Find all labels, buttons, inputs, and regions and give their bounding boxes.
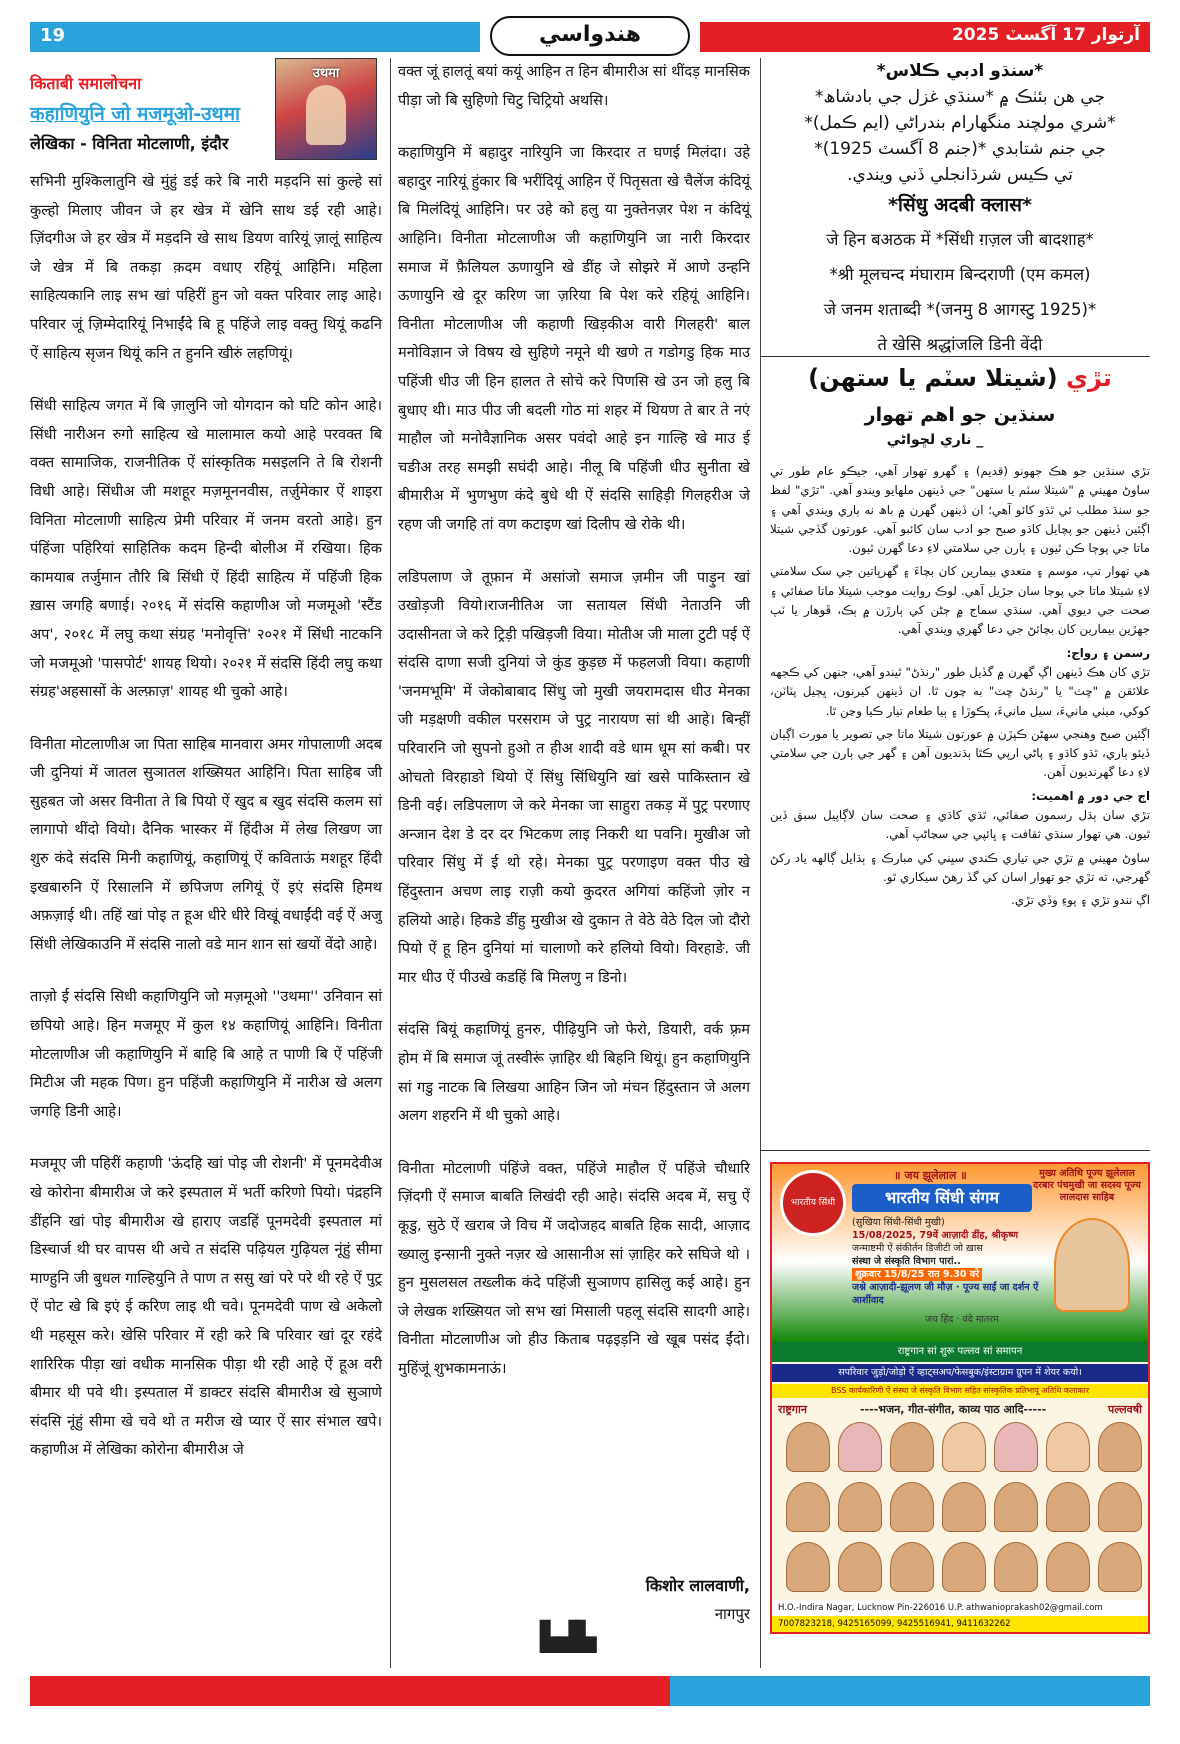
ad-event-line: (सुखिया सिंधी-सिंधी मुखी) bbox=[852, 1217, 945, 1228]
ad-event-line: जश्ने आज़ादी-झूलण जी मौज़ · पूज्य साईं जा दर्शन ऐं आर्शीवाद bbox=[852, 1282, 1039, 1306]
ad-side-label: पल्लवषी bbox=[1108, 1403, 1142, 1416]
paragraph: विनीता मोटलाणी पंहिंजे वक्त, पहिंजे माहौल ऐं पहिंजे चौधारि ज़िंदगी ऐं समाज बाबति लिखंदी रही आहे। संदसि अदब में, सचु ऐं कूडु, सुठे ऐं खराब जे विच में जदोजहद बाबति हिक सादी, आज़ाद ख्यालु इन्सानी नुक्ते नज़र खे आसानीअ सां ज़ाहिर करे सघिजे थो । हुन मुसलसल तख्लीक कंदे पहिंजी सुञाणप हासिलु कई आहे। हुन जे लेखक शख्सियत जो सभ खां मिसाली पहलू संदसि सादगी आहे। विनीता मोटलाणीअ जो हीउ किताब पढ़इड़नि खे खूब पसंद ईंदो। मुहिंजूं शुभकामनाऊं। bbox=[398, 1159, 750, 1377]
page-number: 19 bbox=[40, 25, 66, 46]
page-header bbox=[30, 22, 1150, 52]
column-divider bbox=[760, 58, 761, 1668]
ad-event-time: शुक्रवार 15/8/25 रात 9.30 वरे bbox=[852, 1268, 982, 1281]
ad-bar-green: राष्ट्रगान सां शुरू पल्लव सां समापन bbox=[772, 1342, 1148, 1362]
paragraph: اڳ نندو تڙي ۽ پوءِ وڏي تڙي. bbox=[1011, 893, 1150, 908]
paragraph: تڙي سان ٻڌل رسمون صفائي، ٿڌي کاڌي ۽ صحت سان لاڳاپيل سبق ڏين ٿيون. هي تهوار سنڌي ثقافت ۽ ڀائپي جي سڃاڻپ آهي. bbox=[770, 808, 1150, 842]
ad-flag-text: जय हिंद · वंदे मातरम bbox=[925, 1314, 999, 1325]
review-title: कहाणियुनि जो मजमूओ-उथमा bbox=[30, 103, 240, 125]
reviewer-signature: किशोर लालवाणी, bbox=[645, 1576, 750, 1595]
participant-photo bbox=[942, 1422, 986, 1472]
notice-line: *श्री मूलचन्द मंघाराम बिन्दराणी (एम कमल) bbox=[829, 265, 1091, 284]
end-ornament-icon: ▙▟▙ bbox=[540, 1620, 593, 1653]
teejri-title-main: تڙي bbox=[1065, 364, 1112, 392]
notice-line: جي هن بئٺڪ ۾ *سنڌي غزل جي بادشاھ* bbox=[815, 87, 1105, 107]
paragraph: सिंधी साहित्य जगत में बि ज़ालुनि जो योगदान को घटि कोन आहे। सिंधी नारीअन रुगो साहित्य खे मालामाल कयो आहे परवक्त बि वक्त सामाजिक, राजनीतिक ऐं सांस्कृतिक मसइलनि ते बि रोशनी विधी आहे। सिंधीअ जी मशहूर मज़मूननवीस, तर्ज़ुमेकार ऐं शाइरा विनिता मोटलाणी साहित्य प्रेमी परिवार में जनम वरतो आहे। हुन पंहिंजा पहिरियां साहितिक कदम हिन्दी बोलीअ में रखिया। हिक कामयाब तर्जुमान तौरि बि सिंधी ऐं हिंदी साहित्य में पहिंजी हिक ख़ास जगहि बणाई। २०१६ में संदसि कहाणीअ जो मजमूओ 'स्टैंड अप', २०१८ में लघु कथा संग्रह 'मनोवृत्ति' २०२१ में सिंधी नाटकनि जो मजमूओ 'पासपोर्ट' शायह थियो। २०२१ में संदसि हिंदी लघु कथा संग्रह'अहसासों के अल्फ़ाज़' शायह थी चुको आहे। bbox=[30, 397, 382, 701]
review-column-1 bbox=[30, 168, 382, 1489]
participant-photo bbox=[1098, 1422, 1142, 1472]
participant-photo bbox=[1046, 1542, 1090, 1592]
book-cover-title: उथमा bbox=[312, 66, 340, 81]
ad-event-line: संस्था जे संस्कृति विभाग पारां.. bbox=[852, 1256, 961, 1267]
paragraph: هي تهوار تپ، موسم ۽ متعدي بيمارين کان بچاءَ ۽ گهرڀاتين جي سک سلامتي لاءِ شيتلا ماتا جي پوڄا سان جڙيل آهي. لوڪ روايت موجب شيتلا ماتا صفائي ۽ صحت جي ديوي آهي. سنڌي سماج ۾ ڄڻن کي ٻارڙن ۾ ٻڪ، ڦوهار يا ٽپ جهڙين بيمارين کان بچائڻ جي دعا گهري ويندي آهي. bbox=[770, 564, 1150, 637]
footer-bar-blue bbox=[670, 1676, 1150, 1706]
ad-event-line: जन्माष्टमी ऐं संकीर्तन डिजीटी जो ख़ास bbox=[852, 1243, 983, 1254]
participant-photo bbox=[838, 1422, 882, 1472]
teejri-subtitle: سنڌين جو اهم تهوار bbox=[864, 404, 1056, 426]
cover-figure bbox=[306, 85, 346, 145]
notice-sindhi bbox=[770, 58, 1150, 188]
participant-photo bbox=[994, 1542, 1038, 1592]
notice-line: *شري مولچند منگھارام بندراڻي (ايم ڪمل)* bbox=[804, 113, 1116, 133]
notice-line: जे जनम शताब्दी *(जनमु 8 आगस्टु 1925)* bbox=[823, 300, 1097, 319]
paragraph: लडिपलाण जे तूफ़ान में असांजो समाज ज़मीन जी पाड़ुन खां उखोड़जी वियो।राजनीतिअ जा सतायल सिंधी नेताउनि जी उदासीनता जे करे ट्रिड़ी पखिड़जी विया। मोतीअ जी माला टुटी पई ऐं संदसि दाणा सजी दुनियां जे कुंड कुड़छ में फहलजी विया। कहाणी 'जनमभूमि' में जेकोबाबाद सिंधु जो मुखी जयरामदास धीउ मेनका जी मड़क्षणी वकील परसराम जे पुट्र नारायण सां थी आहे। बिन्हीं परिवारनि जो सुपनो हुओ त हीअ शादी वडे धाम धूम सां कबी। पर ओचतो विरहाङो थियो ऐं सिंधु सिंधियुनि खां खसे पाकिस्तान खे डिनी वई। लडिपलाण जे करे मेनका जा साहुरा तकड़ में पुट्र परणाए अन्जान देश डे दर दर भिटकण लाइ निकरी था पवनि। मुखीअ जो परिवार सिंधु में ई थो रहे। मेनका पुट्र परणाइण वक्त पीउ खे हिंदुस्तान अचण लाइ राज़ी कयो कुदरत अगियां कहिंजो ज़ोर न हलियो आहे। हिकडे डींहु मुखीअ खे दुकान ते वेठे वेठे दिल जो दौरो पियो ऐं हू हिन दुनियां मां चालाणो करे हलियो वियो। विरहाङे. जी मार धीउ ऐं पीउखे कडहिं बि मिलणु न डिनो। bbox=[398, 568, 750, 986]
participant-photo bbox=[1046, 1422, 1090, 1472]
participant-photo bbox=[994, 1422, 1038, 1472]
ad-event-details bbox=[852, 1216, 1052, 1307]
footer-bar-red bbox=[30, 1676, 670, 1706]
notice-line: تي ڪيس شرڌانجلي ڏني ويندي. bbox=[847, 165, 1073, 185]
section-category: किताबी समालोचना bbox=[30, 74, 142, 93]
header-bar-left bbox=[30, 22, 480, 52]
paragraph: विनीता मोटलाणीअ जा पिता साहिब मानवारा अमर गोपालाणी अदब जी दुनियां में जातल सुञातल शख्सियत आहिनि। पिता साहिब जी सुहबत जो असर विनीता ते बि पियो ऐं खुद ब खुद संदसि कलम सां लागापो थींदो वियो। दैनिक भास्कर में हिंदीअ में लेख लिखण जा शुरु कंदे संदसि मिनी कहाणियूं, कहाणियूं ऐं कविताऊं मशहूर हिंदी इखबारुनि ऐं रिसालनि में छपिजण लगियूं ऐं इएं संदसि हिमथ अफ़ज़ाई थी। तहिं खां पोइ त हूअ धीरे धीरे विखूं वधाईंदी वई ऐं अजु सिंधी लेखिकाउनि में संदसि नालो वडे मान शान सां खयों वेंदो आहे। bbox=[30, 735, 382, 953]
participant-photo bbox=[838, 1542, 882, 1592]
ad-address: H.O.-Indira Nagar, Lucknow Pin-226016 U.P. athwanioprakash02@gmail.com bbox=[772, 1600, 1148, 1616]
paragraph: वक्त जूं हालतूं बयां कयूं आहिन त हिन बीमारीअ सां थींदड़ मानसिक पीड़ा जो बि सुहिणो चिटु चिट्रियो अथसि। bbox=[398, 63, 750, 109]
paragraph: تڙي سنڌين جو هڪ جهونو (قديم) ۽ گهرو تهوار آهي، جيڪو عام طور تي ساوڻ مهيني ۾ "شيتلا سٽم يا ستهن" جي ڏينهن ملهايو ويندو آهي. "تڙي" لفظ جو سنڌ مطلب ئي ٿڌو کائو آهي؛ ان ڏينهن گهرن ۾ باھ نه ٻاري ويندي آهي ۽ اڳئين ڏينهن جو پچايل کاڌو صبح جو ادب سان کائبو آهي. عورتون گڏجي شيتلا ماتا جي پوڄا ڪن ٿيون ۽ ٻارن جي سلامتي لاءِ دعا گهرن ٿيون. bbox=[770, 464, 1150, 556]
teejri-body bbox=[770, 462, 1150, 915]
teejri-title-sub: (شيتلا سٽم يا ستهن) bbox=[808, 364, 1058, 392]
participant-photo bbox=[786, 1422, 830, 1472]
masthead: هندواسي bbox=[490, 16, 690, 56]
ad-genre-label: ----भजन, गीत-संगीत, काव्य पाठ आदि----- bbox=[860, 1403, 1047, 1416]
ad-event-line: 15/08/2025, 79वें आज़ादी डींह, श्रीकृष्ण bbox=[852, 1230, 1019, 1241]
ad-bar-yellow: BSS कार्यकारिणी ऐं संस्था जे संस्कृति विभाग सहित सांस्कृतिक प्रतिभायूं अतिथि कलाकार bbox=[772, 1384, 1148, 1398]
paragraph: कहाणियुनि में बहादुर नारियुनि जा किरदार त घणई मिलंदा। उहे बहादुर नारियूं हुंकार बि भरींदियूं आहिन ऐं पितृसता खे चैलेंज कंदियूं बि मिलंदियूं आहिनि। पर उहे को हलु या नुक्तेनज़र पेश न कंदियूं आहिनि। विनीता मोटलाणीअ जी कहाणियुनि जा नारी किरदार समाज में फ़ैलियल ऊणायुनि खे डींह जे सोझरे में आणे उन्हनि ऊणायुनि खे दूर करिण जा ज़रिया बि पेश करे रहियूं आहिनि। विनीता मोटलाणीअ जी कहाणी खिड़कीअ वारी गिलहरी' बाल मनोविज्ञान जे विषय खे सुहिणे नमूने थी खणे त गडोगडु हिक माउ पहिंजी धीउ जी हिन हालत ते सोचे करे पिणसि खे उन जो हलु बि बुधाए थी। माउ पीउ जी बदली गोठ मां शहर में थियण ते बार ते नएं माहौल जो मनोवैज्ञानिक असर पवंदो आहे इन गाल्हि खे माउ ई चङीअ तरह समझी सघंदी आहे। नीलू बि पहिंजी धीउ सुनीता खे बीमारीअ में भुणभुण कंदे बुधे थी ऐं संदसि साहिड़ी गिलहरीअ जे रहण जी जगहि तां वण कटाइण खां दिलीप खे रोके थी। bbox=[398, 144, 750, 533]
page-footer-bar bbox=[30, 1676, 1150, 1706]
participant-photo bbox=[786, 1542, 830, 1592]
notice-hindi bbox=[770, 222, 1150, 362]
column-divider bbox=[390, 58, 391, 1668]
subheading: اڄ جي دور ۾ اهميت: bbox=[1031, 788, 1150, 803]
paragraph: ताज़ो ई संदसि सिधी कहाणियुनि जो मज़मूओ ''उथमा'' उनिवान सां छपियो आहे। हिन मजमूए में कुल १४ कहाणियूं आहिनि। विनीता मोटलाणीअ जी कहाणियुनि में बाहि बि आहे त पाणी बि ऐं पहिंजी मिटीअ जी महक पिण। हुन पहिंजी कहाणियुनि में नारीअ खे अलग जगहि डिनी आहे। bbox=[30, 988, 382, 1120]
participant-photo bbox=[994, 1482, 1038, 1532]
notice-line: जे हिन बअठक में *सिंधी ग़ज़ल जी बादशाह* bbox=[826, 230, 1094, 249]
date-line: آرتوار 17 آگسٽ 2025 bbox=[951, 25, 1140, 45]
event-advertisement bbox=[770, 1162, 1150, 1634]
paragraph: تڙي کان هڪ ڏينهن اڳ گهرن ۾ گڏيل طور "رنڌڻ" ٿيندو آهي، جنهن کي ڪجهه علائقن ۾ "ڇٽ" يا "رنڌڻ ڇٽ" به چون ٿا. ان ڏينهن کيرنون، ڀڄيل پٽاٽن، کوکي، ميٺي مانيءَ، سيل مانيءَ، پڪوڙا ۽ ٻيا طعام تيار ڪيا وڃن ٿا. bbox=[770, 664, 1150, 718]
paragraph: सभिनी मुश्किलातुनि खे मुंहुं डई करे बि नारी मड़दनि सां कुल्हे सां कुल्हो मिलाए जीवन जे हर खेत्र में खेनि साथ डई रही आहे। ज़िंदगीअ जे हर खेत्र में मड़दनि खे साथ डियण वारियूं ज़ालूं साहित्य जे खेत्र में बि तकड़ा क़दम वधाए रहियूं आहिनि। महिला साहित्यकानि लाइ सभ खां पहिरीं हुन जो वक्त परिवार लाइ आहे। परिवार जूं ज़िम्मेदारियूं निभाईंदे बि हू पहिंजे लाइ वक्तु थियूं कढनि ऐं साहित्य सृजन थियूं कनि त हुननि खीरुं लहणियूं। bbox=[30, 173, 382, 362]
participant-photo bbox=[890, 1482, 934, 1532]
notice-line: جي جنم شتابدي *(جنم 8 آگسٽ 1925)* bbox=[814, 139, 1106, 159]
participant-photo bbox=[890, 1542, 934, 1592]
subheading: رسمن ۽ رواج: bbox=[1066, 645, 1150, 660]
review-column-2 bbox=[398, 58, 750, 1408]
participant-photo bbox=[942, 1542, 986, 1592]
paragraph: मजमूए जी पहिरीं कहाणी 'ऊंदहि खां पोइ जी रोशनी' में पूनमदेवीअ खे कोरोना बीमारीअ जे करे इस्पताल में भर्ती करिणो पियो। पंद्रहनि डींहनि खां पोइ बीमारीअ खे हाराए जडहिं पूनमदेवी इस्पताल मां डिस्चार्ज थी घर वापस थी अचे त संदसि पढ़ियल गुढ़ियल नूंहुं सीमा माण्हुनि जी बुधल गाल्हियुनि ते पाण त ससु खां परे परे थी रहे ऐं पुट्र ऐं पोट खे बि इएं ई करिण लाइ थी चवे। पूनमदेवी पाण खे अकेलो थी महसूस करे। खेसि परिवार में रही करे बि परिवार खां दूर रहंदे शारिरिक पीड़ा खां वधीक मानसिक पीड़ा थी रही आहे ऐं हूअ वरी बीमार थी पवे थी। इस्पताल में डाक्टर संदसि बीमारीअ खे सुञाणे संदसि नूंहुं सीमा खे चवे थो त मरीज खे प्यार ऐं सार संभाल खपे। कहाणीअ में लेखिका कोरोना बीमारीअ जे bbox=[30, 1155, 382, 1459]
review-author: लेखिका - विनिता मोटलाणी, इंदौर bbox=[30, 134, 229, 153]
book-cover-image bbox=[275, 58, 377, 160]
paragraph: ساوڻ مهيني ۾ تڙي جي تياري ڪندي سڀني کي مبارڪ ۽ ٻڌايل ڳالهه ياد رکڻ گهرجي، ته تڙي جو تهوار اسان کي گڏ رهڻ سيکاري ٿو. bbox=[770, 850, 1150, 884]
participant-photo bbox=[1046, 1482, 1090, 1532]
notice-line: ते खेसि श्रद्धांजलि डिनी वेंदी bbox=[877, 335, 1043, 354]
paragraph: संदसि बियूं कहाणियूं हुनरु, पीढ़ियुनि जो फेरो, डियारी, वर्क फ़्रम होम में बि समाज जूं तस्वीरूं ज़ाहिर थी बिहनि थियूं। हुन कहाणियुनि सां गडु नाटक बि लिखया आहिन जिन जो मंचन हिंदुस्तान जे अलग अलग शहरनि में थी चुको आहे। bbox=[398, 1021, 750, 1125]
ad-org-name: भारतीय सिंधी संगम bbox=[852, 1184, 1032, 1212]
teejri-title bbox=[770, 364, 1150, 392]
header-bar-right bbox=[700, 22, 1150, 52]
participant-photo bbox=[1098, 1482, 1142, 1532]
reviewer-city: नागपुर bbox=[714, 1605, 750, 1623]
chief-guest-photo bbox=[1054, 1218, 1130, 1312]
ad-phones: 7007823218, 9425165099, 9425516941, 9411632262 bbox=[772, 1616, 1148, 1632]
ad-chief-guest: मुख्य अतिथि पूज्य झूलेलाल दरबार पंचमुखी जा सदस्य पूज्य लालदास साहिब bbox=[1033, 1168, 1141, 1203]
participant-photo bbox=[1098, 1542, 1142, 1592]
section-divider bbox=[760, 356, 1150, 357]
ad-bar-blue: सपरिवार जुड़ो/जोड़ो ऐं व्हाट्सअप/फेसबुक/इंस्टाग्राम ग्रुपन में शेयर कयो। bbox=[772, 1364, 1148, 1382]
participant-photo bbox=[890, 1422, 934, 1472]
ad-anchor-label: राष्ट्रगान bbox=[778, 1403, 807, 1416]
org-logo: भारतीय सिंधी संगम bbox=[780, 1170, 846, 1236]
paragraph: اڳئين صبح وهنجي سهڻن ڪپڙن ۾ عورتون شيتلا ماتا جي تصوير يا مورت اڳيان ڏيئو ٻاري، ٿڌو کاڌو ۽ پاڻي ارپي ڪٿا ٻڌنديون آهن ۽ گهر جي ٻارن جي سلامتي لاءِ دعا گهرنديون آهن. bbox=[770, 726, 1150, 780]
participant-photo bbox=[786, 1482, 830, 1532]
section-divider bbox=[760, 1150, 1150, 1151]
ad-jai-line: ॥ जय झूलेलाल ॥ bbox=[894, 1169, 967, 1182]
participant-photo bbox=[838, 1482, 882, 1532]
notice-line: *سنڌو ادبي ڪلاس* bbox=[876, 61, 1044, 81]
notice-hindi-heading: *सिंधु अदबी क्लास* bbox=[888, 194, 1032, 216]
participant-photo bbox=[942, 1482, 986, 1532]
teejri-byline: _ ناري لڇواڻي bbox=[886, 432, 984, 448]
